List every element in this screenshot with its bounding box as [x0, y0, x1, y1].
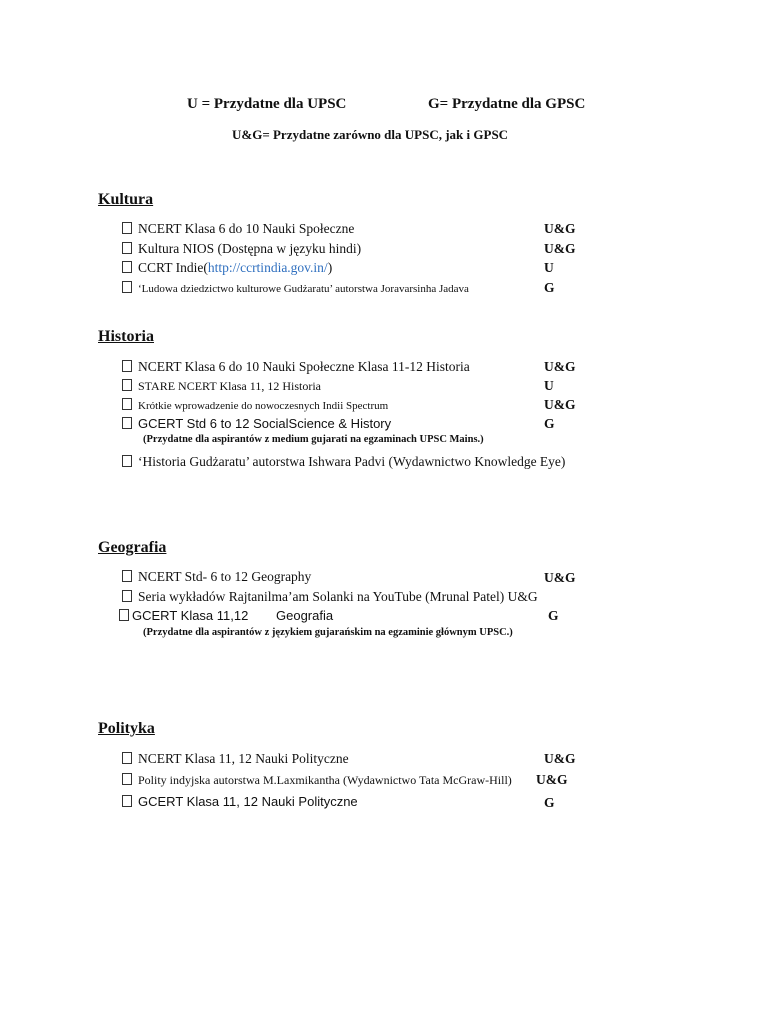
- checkbox-icon: [122, 455, 132, 467]
- list-item: Seria wykładów Rajtanilma’am Solanki na YouTube (Mrunal Patel) U&G: [122, 589, 538, 605]
- list-item: Kultura NIOS (Dostępna w języku hindi): [122, 241, 361, 257]
- usefulness-tag: U&G: [544, 397, 576, 412]
- usefulness-tag: G: [544, 416, 555, 431]
- list-item: STARE NCERT Klasa 11, 12 Historia: [122, 379, 321, 394]
- list-item: NCERT Klasa 6 do 10 Nauki Społeczne Klasa 11-12 Historia: [122, 359, 470, 375]
- section-title-geografia: Geografia: [98, 539, 167, 556]
- legend-u: U = Przydatne dla UPSC: [187, 96, 347, 112]
- checkbox-icon: [122, 752, 132, 764]
- checkbox-icon: [122, 773, 132, 785]
- usefulness-tag: U&G: [536, 772, 568, 787]
- list-item: NCERT Klasa 6 do 10 Nauki Społeczne: [122, 221, 354, 237]
- checkbox-icon: [122, 242, 132, 254]
- checkbox-icon: [122, 417, 132, 429]
- usefulness-tag: U&G: [544, 570, 576, 585]
- legend-ug: U&G= Przydatne zarówno dla UPSC, jak i GPSC: [232, 127, 509, 142]
- usefulness-tag: U&G: [544, 221, 576, 236]
- list-item: NCERT Std- 6 to 12 Geography: [122, 569, 311, 585]
- section-title-historia: Historia: [98, 328, 154, 345]
- list-item: ‘Ludowa dziedzictwo kulturowe Gudżaratu’ autorstwa Joravarsinha Jadava: [122, 281, 469, 295]
- checkbox-icon: [122, 281, 132, 293]
- geografia-note: (Przydatne dla aspirantów z językiem gujarańskim na egzaminie głównym UPSC.): [143, 627, 513, 638]
- list-item: GCERT Klasa 11, 12 Nauki Polityczne: [122, 794, 358, 809]
- list-item: CCRT Indie(http://ccrtindia.gov.in/): [122, 260, 332, 276]
- list-item: Krótkie wprowadzenie do nowoczesnych Indii Spectrum: [122, 398, 388, 412]
- list-item: ‘Historia Gudżaratu’ autorstwa Ishwara Padvi (Wydawnictwo Knowledge Eye): [122, 454, 565, 470]
- usefulness-tag: U&G: [544, 359, 576, 374]
- list-item: GCERT Klasa 11,12: [119, 608, 248, 623]
- checkbox-icon: [122, 570, 132, 582]
- checkbox-icon: [122, 379, 132, 391]
- legend-g: G= Przydatne dla GPSC: [428, 96, 586, 112]
- section-title-kultura: Kultura: [98, 191, 154, 208]
- usefulness-tag: G: [544, 280, 555, 295]
- usefulness-tag: U: [544, 260, 554, 275]
- checkbox-icon: [122, 360, 132, 372]
- section-title-polityka: Polityka: [98, 720, 155, 737]
- checkbox-icon: [122, 261, 132, 273]
- checkbox-icon: [119, 609, 129, 621]
- list-item: GCERT Std 6 to 12 SocialScience & History: [122, 416, 391, 431]
- checkbox-icon: [122, 590, 132, 602]
- list-item: Polity indyjska autorstwa M.Laxmikantha (Wydawnictwo Tata McGraw-Hill): [122, 773, 512, 788]
- checkbox-icon: [122, 795, 132, 807]
- usefulness-tag: G: [548, 608, 559, 623]
- usefulness-tag: U: [544, 378, 554, 393]
- historia-note: (Przydatne dla aspirantów z medium gujarati na egzaminach UPSC Mains.): [143, 434, 484, 445]
- checkbox-icon: [122, 398, 132, 410]
- list-item-subject: Geografia: [276, 608, 334, 623]
- list-item: NCERT Klasa 11, 12 Nauki Polityczne: [122, 751, 349, 767]
- ccrt-link[interactable]: http://ccrtindia.gov.in/: [207, 260, 328, 275]
- usefulness-tag: U&G: [544, 751, 576, 766]
- usefulness-tag: G: [544, 795, 555, 810]
- usefulness-tag: U&G: [544, 241, 576, 256]
- checkbox-icon: [122, 222, 132, 234]
